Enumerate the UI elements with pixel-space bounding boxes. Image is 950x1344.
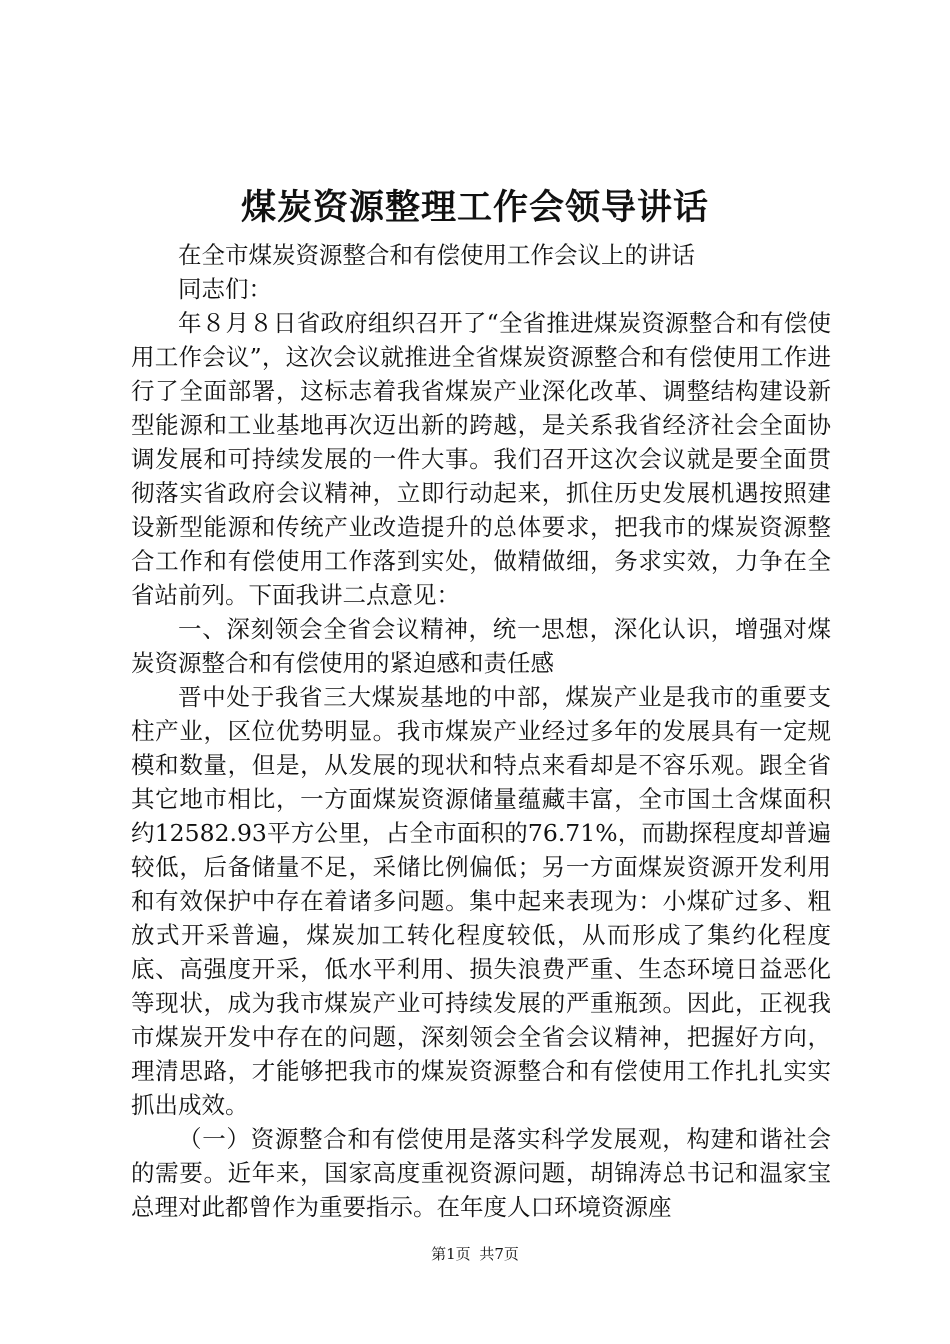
- paragraph-subsection-1: （一）资源整合和有偿使用是落实科学发展观，构建和谐社会的需要。近年来，国家高度重视资源问题，胡锦涛总书记和温家宝总理对此都曾作为重要指示。在年度人口环境资源座: [131, 1125, 831, 1221]
- paragraph-intro: 年８月８日省政府组织召开了“全省推进煤炭资源整合和有偿使用工作会议”，这次会议就推进全省煤炭资源整合和有偿使用工作进行了全面部署，这标志着我省煤炭产业深化改革、调整结构建设新型能源和工业基地再次迈出新的跨越，是关系我省经济社会全面协调发展和可持续发展的一件大事。我们召开这次会议就是要全面贯彻落实省政府会议精神，立即行动起来，抓住历史发展机遇按照建设新型能源和传统产业改造提升的总体要求，把我市的煤炭资源整合工作和有偿使用工作落到实处，做精做细，务求实效，力争在全省站前列。下面我讲二点意见：: [131, 309, 831, 609]
- section-heading-1: 一、深刻领会全省会议精神，统一思想，深化认识，增强对煤炭资源整合和有偿使用的紧迫感和责任感: [131, 615, 831, 677]
- document-body: [131, 238, 831, 1224]
- page-footer: 第1页 共7页: [431, 1245, 519, 1263]
- speech-subtitle: 在全市煤炭资源整合和有偿使用工作会议上的讲话: [178, 241, 695, 269]
- document-title: 煤炭资源整理工作会领导讲话: [240, 188, 709, 228]
- salutation: 同志们：: [178, 275, 272, 303]
- paragraph-jinzhong: 晋中处于我省三大煤炭基地的中部，煤炭产业是我市的重要支柱产业，区位优势明显。我市煤炭产业经过多年的发展具有一定规模和数量，但是，从发展的现状和特点来看却是不容乐观。跟全省其它地市相比，一方面煤炭资源储量蕴藏丰富，全市国土含煤面积约12582.93平方公里，占全市面积的76.71%，而勘探程度却普遍较低，后备储量不足，采储比例偏低；另一方面煤炭资源开发利用和有效保护中存在着诸多问题。集中起来表现为：小煤矿过多、粗放式开采普遍，煤炭加工转化程度较低，从而形成了集约化程度底、高强度开采，低水平利用、损失浪费严重、生态环境日益恶化等现状，成为我市煤炭产业可持续发展的严重瓶颈。因此，正视我市煤炭开发中存在的问题，深刻领会全省会议精神，把握好方向，理清思路，才能够把我市的煤炭资源整合和有偿使用工作扎扎实实抓出成效。: [131, 683, 831, 1119]
